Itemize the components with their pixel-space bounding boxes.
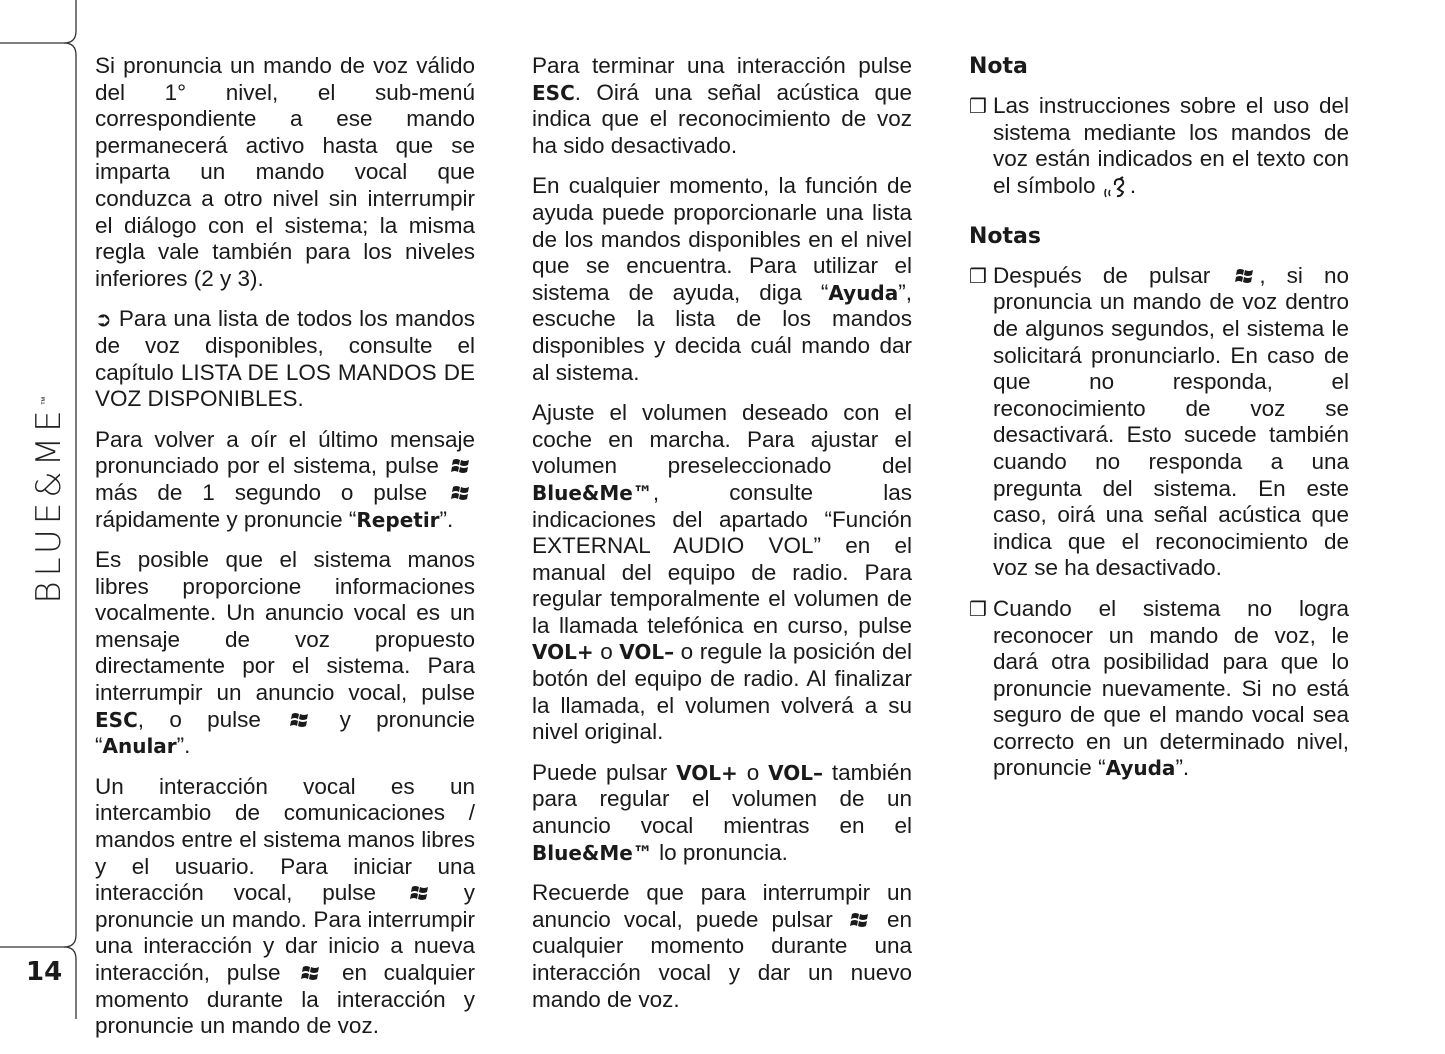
brand-logo (30, 380, 68, 620)
paragraph: Puede pulsar VOL+ o VOL– también para regular el volumen de un anuncio vocal mientras en el Blue&Me™ lo pronuncia. (532, 759, 912, 865)
paragraph: Ajuste el volumen deseado con el coche en marcha. Para ajustar el volumen preseleccionado del Blue&Me™, consulte las indicaciones del apartado “Función EXTERNAL AUDIO VOL” en el manual del equipo de radio. Para regular temporalmente el volumen de la llamada telefónica en curso, pulse VOL+ o VOL– o regule la posición del botón del equipo de radio. Al finalizar la llamada, el volumen volverá a su nivel original. (532, 400, 912, 745)
windows-flag-icon (1235, 267, 1255, 285)
paragraph: Para terminar una interacción pulse ESC. Oirá una señal acústica que indica que el reconocimiento de voz ha sido desactivado. (532, 53, 912, 158)
paragraph: Un interacción vocal es un intercambio de comunicaciones / mandos entre el sistema manos libres y el usuario. Para iniciar una interacción vocal, pulse y pronuncie un mando. Para interrumpir una interacción y dar inicio a nueva interacción, pulse en cualquier momento durante la interacción y pronuncie un mando de voz. (95, 773, 475, 1039)
paragraph: Para volver a oír el último mensaje pronunciado por el sistema, pulse más de 1 segundo o pulse rápidamente y pronuncie “Repetir”. (95, 426, 475, 532)
windows-flag-icon (451, 457, 471, 475)
paragraph: ➲ Para una lista de todos los mandos de voz disponibles, consulte el capítulo LISTA DE LOS MANDOS DE VOZ DISPONIBLES. (95, 306, 475, 412)
note-item: ❒ Las instrucciones sobre el uso del sistema mediante los mandos de voz están indicados en el texto con el símbolo . (969, 93, 1349, 201)
windows-flag-icon (451, 484, 471, 502)
checkbox-icon: ❒ (969, 596, 987, 621)
paragraph: Es posible que el sistema manos libres proporcione informaciones vocalmente. Un anuncio vocal es un mensaje de voz propuesto directamente por el sistema. Para interrumpir un anuncio vocal, pulse ESC, o pulse y pronuncie “Anular”. (95, 547, 475, 759)
paragraph: Recuerde que para interrumpir un anuncio vocal, puede pulsar en cualquier momento durante una interacción vocal y dar un nuevo mando de voz. (532, 880, 912, 1012)
brand-logo-text: BLUE&ME™ (29, 396, 69, 604)
checkbox-icon: ❒ (969, 263, 987, 288)
windows-flag-icon (410, 884, 430, 902)
checkbox-icon: ❒ (969, 94, 987, 118)
note-item: ❒ Después de pulsar , si no pronuncia un mando de voz dentro de algunos segundos, el sistema le solicitará pronunciarlo. En caso de que no responda, el reconocimiento de voz se desactivará. Esto sucede también cuando no responda a una pregunta del sistema. En este caso, oirá una señal acústica que indica que el reconocimiento de voz se ha desactivado. (969, 262, 1349, 581)
windows-flag-icon (301, 964, 321, 982)
windows-flag-icon (850, 911, 870, 929)
voice-command-icon (1102, 175, 1130, 201)
page-number: 14 (26, 957, 63, 987)
notas-heading: Notas (969, 223, 1041, 249)
column-2 (532, 53, 912, 1027)
windows-flag-icon (290, 711, 310, 729)
nota-heading: Nota (969, 54, 1028, 79)
column-3 (969, 53, 1349, 796)
arrow-icon: ➲ (95, 307, 112, 332)
note-item: ❒ Cuando el sistema no logra reconocer un mando de voz, le dará otra posibilidad para que lo pronuncie nuevamente. Si no está seguro de que el mando vocal sea correcto en un determinado nivel, pronuncie “Ayuda”. (969, 595, 1349, 781)
paragraph: En cualquier momento, la función de ayuda puede proporcionarle una lista de los mandos disponibles en el nivel que se encuentra. Para utilizar el sistema de ayuda, diga “Ayuda”, escuche la lista de los mandos disponibles y decida cuál mando dar al sistema. (532, 173, 912, 385)
column-1 (95, 53, 475, 1054)
paragraph: Si pronuncia un mando de voz válido del 1° nivel, el sub-menú correspondiente a ese mando permanecerá activo hasta que se imparta un mando vocal que conduzca a otro nivel sin interrumpir el diálogo con el sistema; la misma regla vale también para los niveles inferiores (2 y 3). (95, 53, 475, 291)
